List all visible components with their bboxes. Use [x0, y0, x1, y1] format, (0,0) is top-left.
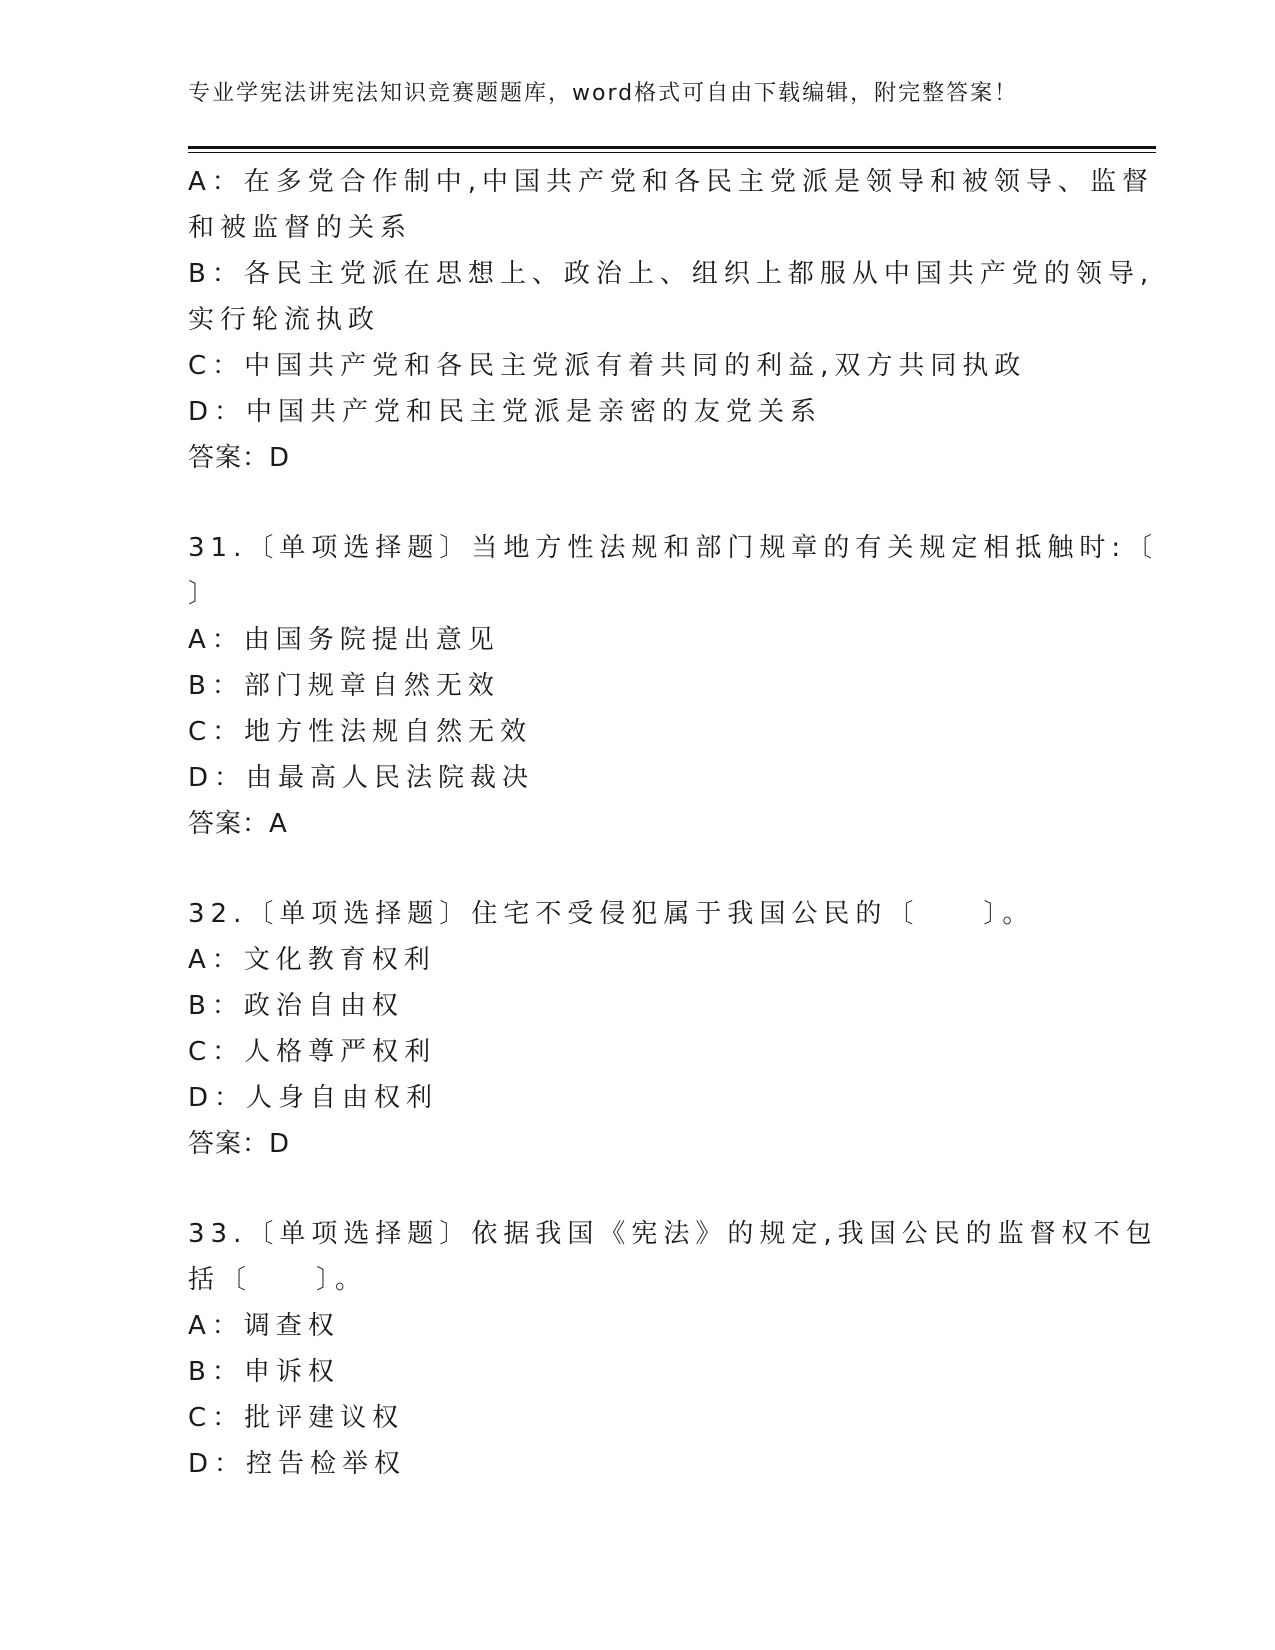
option-b: B：政治自由权 [188, 991, 404, 1021]
question-stem: 33.〔单项选择题〕依据我国《宪法》的规定,我国公民的监督权不包 [188, 1219, 1158, 1249]
header-rule-thin [188, 152, 1156, 153]
question-31 [188, 525, 1159, 847]
header-rule-thick [188, 146, 1156, 149]
option-b: B：部门规章自然无效 [188, 671, 500, 701]
option-c: C：批评建议权 [188, 1403, 405, 1433]
page-header: 专业学宪法讲宪法知识竞赛题题库，word格式可自由下载编辑，附完整答案！ [188, 81, 1019, 106]
option-b-continued: 实行轮流执政 [188, 305, 381, 335]
spacer [188, 847, 1068, 891]
spacer [188, 1167, 1068, 1211]
option-c: C：中国共产党和各民主党派有着共同的利益,双方共同执政 [188, 351, 1027, 381]
option-a: A：调查权 [188, 1311, 340, 1341]
spacer [188, 481, 1068, 525]
option-c: C：地方性法规自然无效 [188, 717, 533, 747]
question-stem: 31.〔单项选择题〕当地方性法规和部门规章的有关规定相抵触时:〔 [188, 533, 1159, 563]
option-a-continued: 和被监督的关系 [188, 213, 413, 243]
question-content [188, 159, 1159, 1487]
answer: 答案：D [188, 1129, 291, 1159]
option-b: B：各民主党派在思想上、政治上、组织上都服从中国共产党的领导, [188, 259, 1155, 289]
option-d: D：中国共产党和民主党派是亲密的友党关系 [188, 397, 823, 427]
option-b: B：申诉权 [188, 1357, 340, 1387]
question-33 [188, 1211, 1158, 1487]
option-a: A：在多党合作制中,中国共产党和各民主党派是领导和被领导、监督 [188, 167, 1155, 197]
question-stem: 32.〔单项选择题〕住宅不受侵犯属于我国公民的〔 〕。 [188, 899, 1035, 929]
option-c: C：人格尊严权利 [188, 1037, 437, 1067]
question-stem-continued: 〕 [188, 579, 221, 609]
question-stem-continued: 括〔 〕。 [188, 1265, 368, 1295]
option-a: A：文化教育权利 [188, 945, 436, 975]
question-30 [188, 159, 1155, 481]
answer: 答案：D [188, 443, 291, 473]
option-d: D：由最高人民法院裁决 [188, 763, 535, 793]
option-d: D：人身自由权利 [188, 1083, 439, 1113]
answer: 答案：A [188, 809, 288, 839]
option-a: A：由国务院提出意见 [188, 625, 500, 655]
question-32 [188, 891, 1068, 1167]
option-d: D：控告检举权 [188, 1449, 407, 1479]
